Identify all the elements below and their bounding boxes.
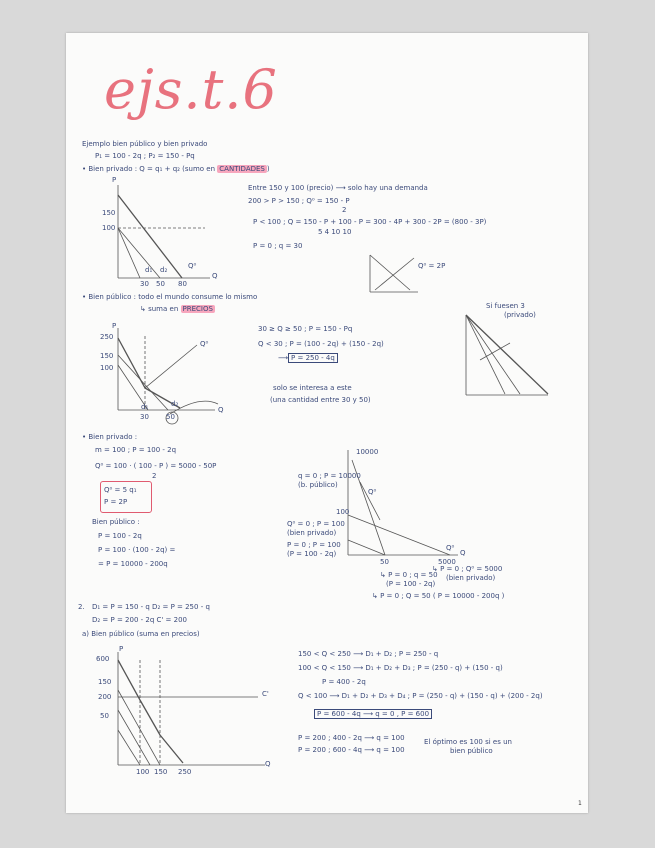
- s3-box2: P = 2P: [104, 498, 128, 506]
- g2-p: P: [112, 322, 117, 330]
- graph2-q0: [145, 345, 197, 388]
- g1-150: 150: [102, 209, 116, 217]
- s1-qo: Q⁰ = 2P: [418, 262, 446, 270]
- g3-q0b: (b. público): [298, 481, 338, 489]
- g3-qo: Q⁰: [368, 488, 377, 496]
- s3-heading: • Bien privado :: [82, 433, 138, 441]
- g3-r1b: (P = 100 - 2q): [386, 580, 436, 588]
- s2-side2: (privado): [504, 311, 536, 319]
- g3-5000: 5000: [438, 558, 456, 566]
- s1-range2: P < 100 ; Q = 150 - P + 100 - P = 300 - 4P + 300 - 2P = (800 - 3P): [253, 218, 487, 226]
- graph1-d2: [118, 228, 140, 278]
- s4-a: a) Bien público (suma en precios): [82, 630, 200, 638]
- page-number: 1: [578, 800, 582, 807]
- g4-q: Q: [265, 760, 271, 768]
- s4-r8: El óptimo es 100 si es un: [424, 738, 512, 746]
- graph2b-b: [466, 315, 520, 394]
- g2-50: 50: [166, 413, 175, 421]
- graph4-sum-c: [160, 735, 183, 763]
- g3-top: 10000: [356, 448, 379, 456]
- g3-bp2: (bien privado): [287, 529, 337, 537]
- s2-eq1: 30 ≥ Q ≥ 50 ; P = 150 - Pq: [258, 325, 353, 333]
- g2-qo: Q⁰: [200, 340, 209, 348]
- s1-eq1: P₁ = 100 - 2q ; P₂ = 150 - Pq: [95, 152, 195, 160]
- g1-q: Q: [212, 272, 218, 280]
- g2-d2: d₂: [171, 400, 179, 408]
- g2-30: 30: [140, 413, 149, 421]
- g4-c: C': [262, 690, 269, 698]
- highlight-precios: PRECIOS: [182, 305, 213, 313]
- g3-bp: Q⁰ = 0 ; P = 100: [287, 520, 345, 528]
- s2-note2: (una cantidad entre 30 y 50): [270, 396, 371, 404]
- s4-r1: 150 < Q < 250 ⟶ D₁ + D₂ ; P = 250 - q: [298, 650, 439, 658]
- g1-p: P: [112, 176, 117, 184]
- s4-eq2: D₂ = P = 200 - 2q C' = 200: [92, 616, 187, 624]
- g1-qo: Q⁰: [188, 262, 197, 270]
- g1-d1: d₁: [145, 266, 153, 274]
- g2-150: 150: [100, 352, 114, 360]
- g2-250: 250: [100, 333, 114, 341]
- g1-d2: d₂: [160, 266, 168, 274]
- s1-range1-den: 2: [342, 206, 347, 214]
- g1-80: 80: [178, 280, 187, 288]
- graph4-d1: [118, 690, 160, 765]
- s4-r6: P = 200 ; 400 - 2q ⟶ q = 100: [298, 734, 405, 742]
- s1-private: • Bien privado : Q = q₁ + q₂ (sumo en CANTIDADES ): [82, 165, 270, 173]
- graph1b-b: [375, 258, 414, 290]
- g2-100: 100: [100, 364, 114, 372]
- g4-150x: 150: [154, 768, 168, 776]
- g3-100: 100: [336, 508, 350, 516]
- g3-q0: q = 0 ; P = 10000: [298, 472, 361, 480]
- s1-range2-den: 5 4 10 10: [318, 228, 352, 236]
- graph2b-a: [466, 315, 505, 394]
- graph2b-sum: [466, 315, 548, 394]
- s1-range1: 200 > P > 150 ; Q⁰ = 150 - P: [248, 197, 350, 205]
- graph4-d3: [118, 730, 140, 765]
- s4-n: 2.: [78, 603, 85, 611]
- g1-50: 50: [156, 280, 165, 288]
- s3-eq2: Q⁰ = 100 · ( 100 - P ) = 5000 - 50P: [95, 462, 217, 470]
- graph4-sum-b: [140, 700, 160, 735]
- s3-p3: = P = 10000 - 200q: [98, 560, 168, 568]
- graph3-c: [348, 540, 385, 555]
- s2-heading: • Bien público : todo el mundo consume lo mismo: [82, 293, 258, 301]
- s4-r2: 100 < Q < 150 ⟶ D₁ + D₂ + D₃ ; P = (250 - q) + (150 - q): [298, 664, 503, 672]
- g3-bp4: (P = 100 - 2q): [287, 550, 337, 558]
- g2-d1: d₁: [141, 403, 149, 411]
- g3-r1: ↳ P = 0 ; q = 50: [380, 571, 438, 579]
- g4-250: 250: [178, 768, 192, 776]
- g4-100: 100: [136, 768, 150, 776]
- s3-eq2-den: 2: [152, 472, 157, 480]
- g4-50: 50: [100, 712, 109, 720]
- g4-150: 150: [98, 678, 112, 686]
- s3-p1: P = 100 - 2q: [98, 532, 142, 540]
- g1-100: 100: [102, 224, 116, 232]
- graph1b-a: [370, 255, 410, 290]
- s4-r4: Q < 100 ⟶ D₁ + D₂ + D₃ + D₄ ; P = (250 - q) + (150 - q) + (200 - 2q): [298, 692, 543, 700]
- s2-note1: solo se interesa a este: [273, 384, 352, 392]
- g3-r2b: (bien privado): [446, 574, 496, 582]
- s3-public: Bien público :: [92, 518, 140, 526]
- g3-bp3: P = 0 ; P = 100: [287, 541, 341, 549]
- s4-eq1: D₁ = P = 150 - q D₂ = P = 250 - q: [92, 603, 210, 611]
- graph1-d1: [118, 228, 160, 278]
- highlight-cantidades: CANTIDADES: [219, 165, 265, 173]
- g4-200: 200: [98, 693, 112, 701]
- s1-between: Entre 150 y 100 (precio) ⟶ solo hay una demanda: [248, 184, 428, 192]
- graph4-sum-a: [118, 660, 140, 700]
- graph2-d1: [118, 355, 168, 410]
- s1-zero: P = 0 ; q = 30: [253, 242, 303, 250]
- g4-p: P: [119, 645, 124, 653]
- s2-sub: ↳ suma en PRECIOS: [140, 305, 213, 313]
- s1-heading: Ejemplo bien público y bien privado: [82, 140, 208, 148]
- g3-r2: ↳ P = 0 ; Q⁰ = 5000: [432, 565, 503, 573]
- graph3-b: [348, 515, 450, 555]
- s3-p2: P = 100 · (100 - 2q) =: [98, 546, 176, 554]
- s4-r9: bien público: [450, 747, 493, 755]
- s4-r5: P = 600 - 4q ⟶ q = 0 , P = 600: [314, 710, 432, 719]
- g3-q: Q: [460, 549, 466, 557]
- s4-r3: P = 400 - 2q: [322, 678, 366, 686]
- g2-q: Q: [218, 406, 224, 414]
- s2-side: Si fuesen 3: [486, 302, 525, 310]
- s4-r7: P = 200 ; 600 - 4q ⟶ q = 100: [298, 746, 405, 754]
- s3-box1: Q⁰ = 5 q₁: [104, 486, 137, 494]
- g3-50: 50: [380, 558, 389, 566]
- page-title: ejs.t.6: [104, 58, 278, 121]
- g3-r3: ↳ P = 0 ; Q = 50 ( P = 10000 - 200q ): [372, 592, 505, 600]
- g4-600: 600: [96, 655, 110, 663]
- s2-eq3: ⟶ P = 250 - 4q: [278, 354, 338, 363]
- g3-qd: Q⁰: [446, 544, 455, 552]
- s2-eq2: Q < 30 ; P = (100 - 2q) + (150 - 2q): [258, 340, 384, 348]
- g1-30: 30: [140, 280, 149, 288]
- s3-eq1: m = 100 ; P = 100 - 2q: [95, 446, 177, 454]
